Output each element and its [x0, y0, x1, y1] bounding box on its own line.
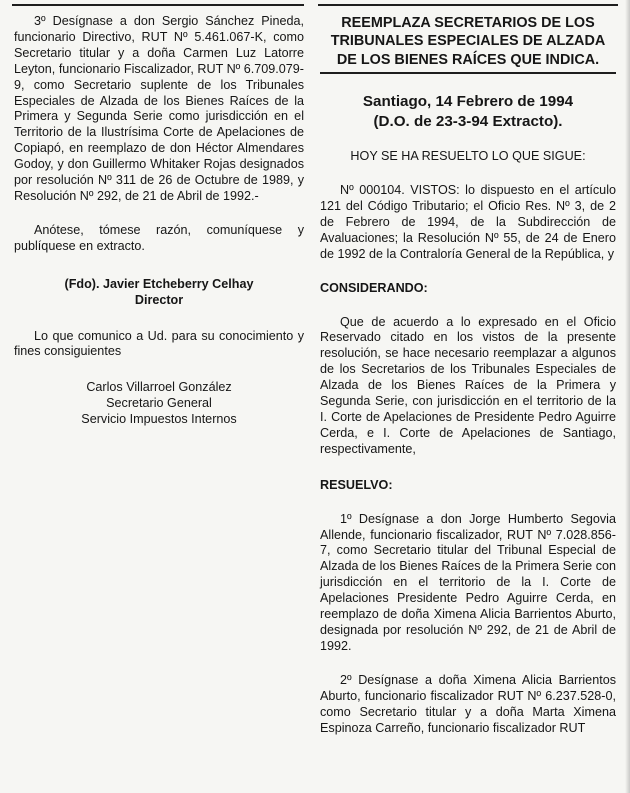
vistos-paragraph: Nº 000104. VISTOS: lo dispuesto en el artículo 121 del Código Tributario; el Oficio Res. Nº 3, de 2 de Febrero de 1994, de la Subdirección de Avaluaciones; la Resolución Nº 55, de 24 de Enero de 1992 de la Contraloría General de la República, y — [320, 183, 616, 261]
signature-office: Servicio Impuestos Internos — [81, 412, 237, 427]
signature-name: Carlos Villarroel González — [86, 380, 232, 395]
headline-rule — [320, 72, 616, 74]
considerando-heading: CONSIDERANDO: — [320, 280, 428, 295]
signer-title: Director — [134, 292, 184, 307]
article-1-paragraph: 1º Desígnase a don Jorge Humberto Segovia Allende, funcionario fiscalizador, RUT Nº 7.028.856-7, como Secretario titular del Tribunal Especial de Alzada de los Bienes Raíces de la Primera Serie con jurisdicción en el territorio de la I. Corte de Apelaciones Presidente Pedro Aguirre Cerda, en reemplazo de doña Ximena Alicia Barrientos Aburto, designada por resolución Nº 292, de 21 de Abril de 1992. — [320, 511, 616, 653]
final-signature-block — [14, 380, 304, 428]
resuelvo-heading: RESUELVO: — [320, 477, 393, 492]
article-3-paragraph: 3º Desígnase a don Sergio Sánchez Pineda, funcionario Directivo, RUT Nº 5.461.067-K, como Secretario titular y a doña Carmen Luz Latorre Leyton, funcionario Fiscalizador, RUT Nº 6.709.079-9, como Secretario suplente de los Tribunales Especiales de Alzada de los Bienes Raíces de la Primera y Segunda Serie como jurisdicción en el Territorio de la Ilustrísima Corte de Apelaciones de Copiapó, en reemplazo de don Héctor Almendares Godoy, y don Guillermo Whitaker Rojas designados por resolución Nº 311 de 26 de Octubre de 1989, y Resolución Nº 292, de 21 de Abril de 1992.- — [14, 14, 304, 203]
signature-title: Secretario General — [106, 396, 212, 411]
right-column — [320, 0, 616, 736]
publication-line: (D.O. de 23-3-94 Extracto). — [373, 112, 563, 130]
page-edge-shadow — [625, 0, 630, 793]
left-column — [14, 0, 304, 428]
dateline: Santiago, 14 Febrero de 1994 — [362, 93, 574, 111]
considerando-paragraph: Que de acuerdo a lo expresado en el Oficio Reservado citado en los vistos de la presente resolución, se hace necesario reemplazar a algunos de los Secretarios de los Tribunales Especiales de Alzada de los Bienes Raíces de la Primera y Segunda Serie, con jurisdicción en el territorio de la I. Corte de Apelaciones de Presidente Pedro Aguirre Cerda, e I. Corte de Apelaciones de Santiago, respectivamente, — [320, 314, 616, 456]
article-2-paragraph: 2º Desígnase a doña Ximena Alicia Barrientos Aburto, funcionario fiscalizador RUT Nº 6.237.528-0, como Secretario titular y a doña Marta Ximena Espinoza Carreño, funcionario fiscalizador RUT — [320, 672, 616, 735]
communication-paragraph: Lo que comunico a Ud. para su conocimiento y fines consiguientes — [14, 328, 304, 359]
publication-order: Anótese, tómese razón, comuníquese y publíquese en extracto. — [14, 222, 304, 253]
headline: REEMPLAZA SECRETARIOS DE LOS TRIBUNALES ESPECIALES DE ALZADA DE LOS BIENES RAÍCES QUE INDICA. — [330, 15, 606, 68]
signed-by: (Fdo). Javier Etcheberry Celhay — [64, 276, 254, 291]
resolved-intro: HOY SE HA RESUELTO LO QUE SIGUE: — [350, 149, 586, 164]
headline-block — [320, 14, 616, 74]
